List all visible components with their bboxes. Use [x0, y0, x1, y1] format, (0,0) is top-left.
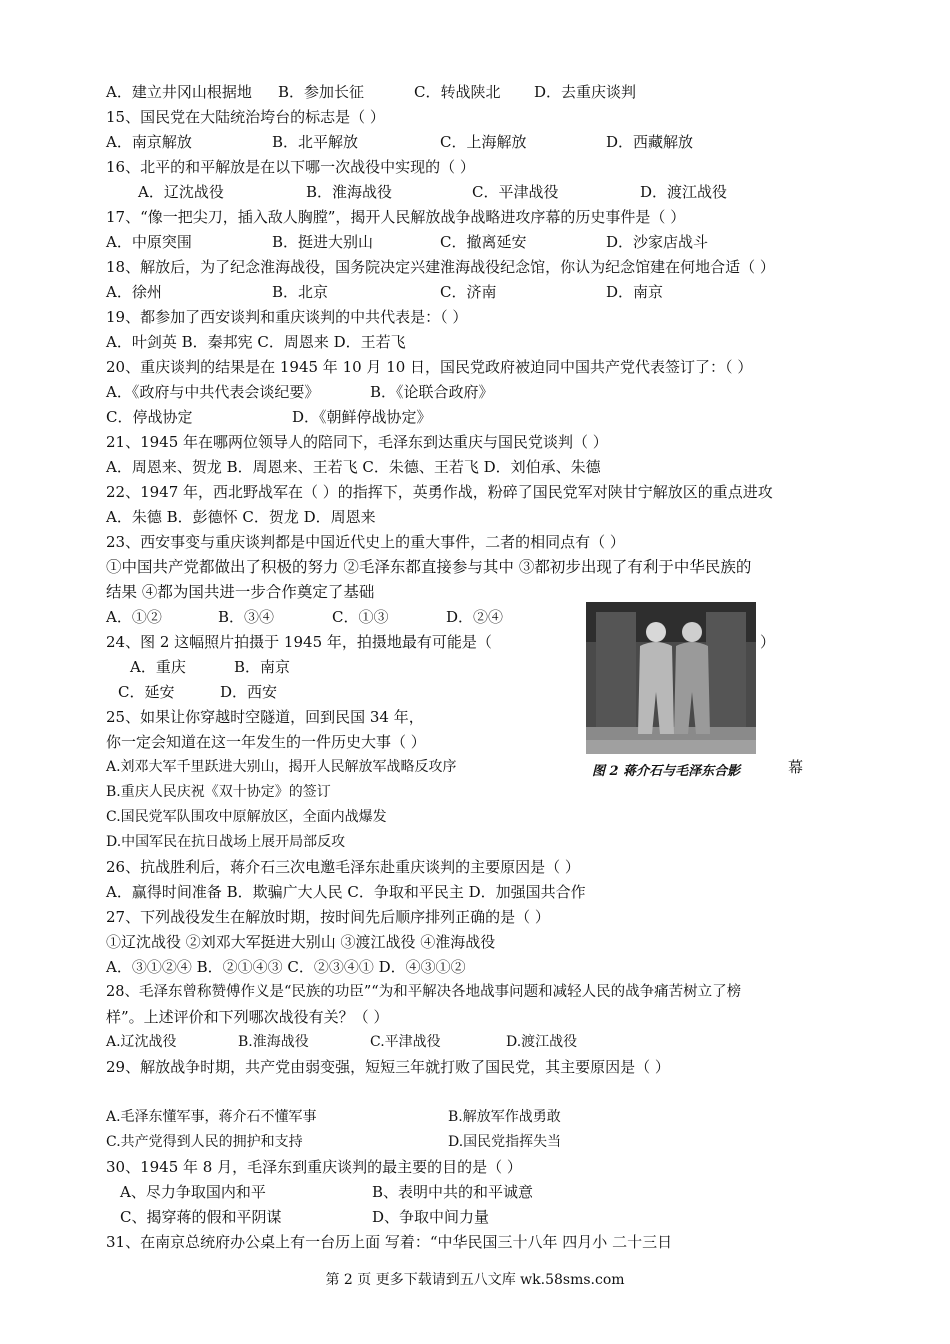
q27-items: ①辽沈战役 ②刘邓大军挺进大别山 ③渡江战役 ④淮海战役	[106, 933, 496, 951]
q21-stem: 21、1945 年在哪两位领导人的陪同下，毛泽东到达重庆与国民党谈判（ ）	[106, 433, 608, 451]
q24-stem: 24、图 2 这幅照片拍摄于 1945 年，拍摄地最有可能是（	[106, 633, 492, 651]
q23-option-d: D．②④	[446, 608, 504, 626]
q18-stem: 18、解放后，为了纪念淮海战役，国务院决定兴建淮海战役纪念馆，你认为纪念馆建在何地合适（ ）	[106, 258, 775, 276]
q29-option-a: A.毛泽东懂军事，蒋介石不懂军事	[106, 1109, 317, 1125]
q31-stem: 31、在南京总统府办公桌上有一台历上面 写着：“中华民国三十八年 四月小 二十三日	[106, 1233, 673, 1251]
q16-option-d: D．渡江战役	[640, 183, 728, 201]
q15-option-d: D．西藏解放	[606, 133, 694, 151]
q16-option-b: B．淮海战役	[306, 183, 393, 201]
q17-stem: 17、“像一把尖刀，插入敌人胸膛”，揭开人民解放战争战略进攻序幕的历史事件是（ ）	[106, 208, 686, 226]
q29-option-d: D.国民党指挥失当	[448, 1134, 562, 1150]
q20-option-a: A．《政府与中共代表会谈纪要》	[106, 383, 320, 401]
q15-option-c: C．上海解放	[440, 133, 527, 151]
q26-stem: 26、抗战胜利后，蒋介石三次电邀毛泽东赴重庆谈判的主要原因是（ ）	[106, 858, 580, 876]
q15-stem: 15、国民党在大陆统治垮台的标志是（ ）	[106, 108, 385, 126]
q23-option-b: B．③④	[218, 608, 275, 626]
q19-options: A．叶剑英 B．秦邦宪 C．周恩来 D．王若飞	[106, 333, 406, 351]
q28-stem-line2: 样”。上述评价和下列哪次战役有关？（ ）	[106, 1008, 389, 1026]
q25-option-d: D.中国军民在抗日战场上展开局部反攻	[106, 834, 346, 850]
q16-option-a: A．辽沈战役	[138, 183, 224, 201]
q17-option-b: B．挺进大别山	[272, 233, 374, 251]
q14-option-d: D．去重庆谈判	[534, 83, 637, 101]
q29-stem: 29、解放战争时期，共产党由弱变强，短短三年就打败了国民党，其主要原因是（ ）	[106, 1058, 670, 1076]
caption-trailing-char: 幕	[788, 758, 804, 776]
q16-stem: 16、北平的和平解放是在以下哪一次战役中实现的（ ）	[106, 158, 475, 176]
q20-option-b: B．《论联合政府》	[370, 383, 494, 401]
historical-photo	[586, 602, 756, 754]
q24-option-a: A．重庆	[130, 658, 186, 676]
photo-illustration	[586, 602, 756, 754]
q18-option-a: A．徐州	[106, 283, 162, 301]
q26-options: A．赢得时间准备 B．欺骗广大人民 C．争取和平民主 D．加强国共合作	[106, 883, 586, 901]
figure-caption: 图 2 蒋介石与毛泽东合影	[592, 764, 741, 779]
q25-stem-line1: 25、如果让你穿越时空隧道，回到民国 34 年，	[106, 708, 424, 726]
q29-option-b: B.解放军作战勇敢	[448, 1109, 561, 1125]
q30-stem: 30、1945 年 8 月，毛泽东到重庆谈判的最主要的目的是（ ）	[106, 1158, 522, 1176]
q29-option-c: C.共产党得到人民的拥护和支持	[106, 1134, 303, 1150]
q27-options: A．③①②④ B．②①④③ C．②③④① D．④③①②	[106, 958, 466, 976]
q25-option-b: B.重庆人民庆祝《双十协定》的签订	[106, 784, 331, 800]
q18-option-c: C．济南	[440, 283, 497, 301]
q24-option-b: B．南京	[234, 658, 291, 676]
q14-option-a: A．建立井冈山根据地	[106, 83, 252, 101]
q20-option-d: D．《朝鲜停战协定》	[292, 408, 432, 426]
q23-statements-line2: 结果 ④都为国共进一步合作奠定了基础	[106, 583, 375, 601]
q18-option-d: D．南京	[606, 283, 664, 301]
q28-option-a: A.辽沈战役	[106, 1034, 177, 1050]
q30-option-b: B、表明中共的和平诚意	[372, 1183, 534, 1201]
q17-option-a: A．中原突围	[106, 233, 192, 251]
q15-option-a: A．南京解放	[106, 133, 192, 151]
q19-stem: 19、都参加了西安谈判和重庆谈判的中共代表是：（ ）	[106, 308, 468, 326]
q24-option-d: D．西安	[220, 683, 278, 701]
q18-option-b: B．北京	[272, 283, 329, 301]
q23-option-a: A．①②	[106, 608, 162, 626]
q27-stem: 27、下列战役发生在解放时期，按时间先后顺序排列正确的是（ ）	[106, 908, 550, 926]
q17-option-c: C．撤离延安	[440, 233, 527, 251]
q14-option-b: B．参加长征	[278, 83, 365, 101]
q28-option-b: B.淮海战役	[238, 1034, 309, 1050]
q25-option-c: C.国民党军队围攻中原解放区，全面内战爆发	[106, 809, 387, 825]
q20-stem: 20、重庆谈判的结果是在 1945 年 10 月 10 日，国民党政府被迫同中国共产党代表签订了：（ ）	[106, 358, 753, 376]
q30-option-d: D、争取中间力量	[372, 1208, 490, 1226]
q30-option-a: A、尽力争取国内和平	[120, 1183, 266, 1201]
q30-option-c: C、揭穿蒋的假和平阴谋	[120, 1208, 282, 1226]
q14-option-c: C．转战陕北	[414, 83, 501, 101]
q28-option-d: D.渡江战役	[506, 1034, 578, 1050]
q28-stem-line1: 28、毛泽东曾称赞傅作义是“民族的功臣”“为和平解决各地战事问题和减轻人民的战争痛苦树立了榜	[106, 984, 742, 1000]
q25-stem-line2: 你一定会知道在这一年发生的一件历史大事（ ）	[106, 733, 426, 751]
q23-statements-line1: ①中国共产党都做出了积极的努力 ②毛泽东都直接参与其中 ③都初步出现了有利于中华民族的	[106, 558, 752, 576]
q16-option-c: C．平津战役	[472, 183, 559, 201]
q17-option-d: D．沙家店战斗	[606, 233, 709, 251]
q15-option-b: B．北平解放	[272, 133, 359, 151]
q21-options: A．周恩来、贺龙 B．周恩来、王若飞 C．朱德、王若飞 D．刘伯承、朱德	[106, 458, 601, 476]
q23-stem: 23、西安事变与重庆谈判都是中国近代史上的重大事件，二者的相同点有（ ）	[106, 533, 625, 551]
q24-stem-close: ）	[760, 633, 776, 651]
q22-options: A．朱德 B．彭德怀 C．贺龙 D．周恩来	[106, 508, 376, 526]
q24-option-c: C．延安	[118, 683, 175, 701]
q20-option-c: C．停战协定	[106, 408, 193, 426]
q25-option-a: A.刘邓大军千里跃进大别山，揭开人民解放军战略反攻序	[106, 759, 457, 775]
page-footer: 第 2 页 更多下载请到五八文库 wk.58sms.com	[325, 1272, 625, 1288]
q23-option-c: C．①③	[332, 608, 389, 626]
q22-stem: 22、1947 年，西北野战军在（ ）的指挥下，英勇作战，粉碎了国民党军对陕甘宁解放区的重点进攻	[106, 483, 773, 501]
q28-option-c: C.平津战役	[370, 1034, 441, 1050]
